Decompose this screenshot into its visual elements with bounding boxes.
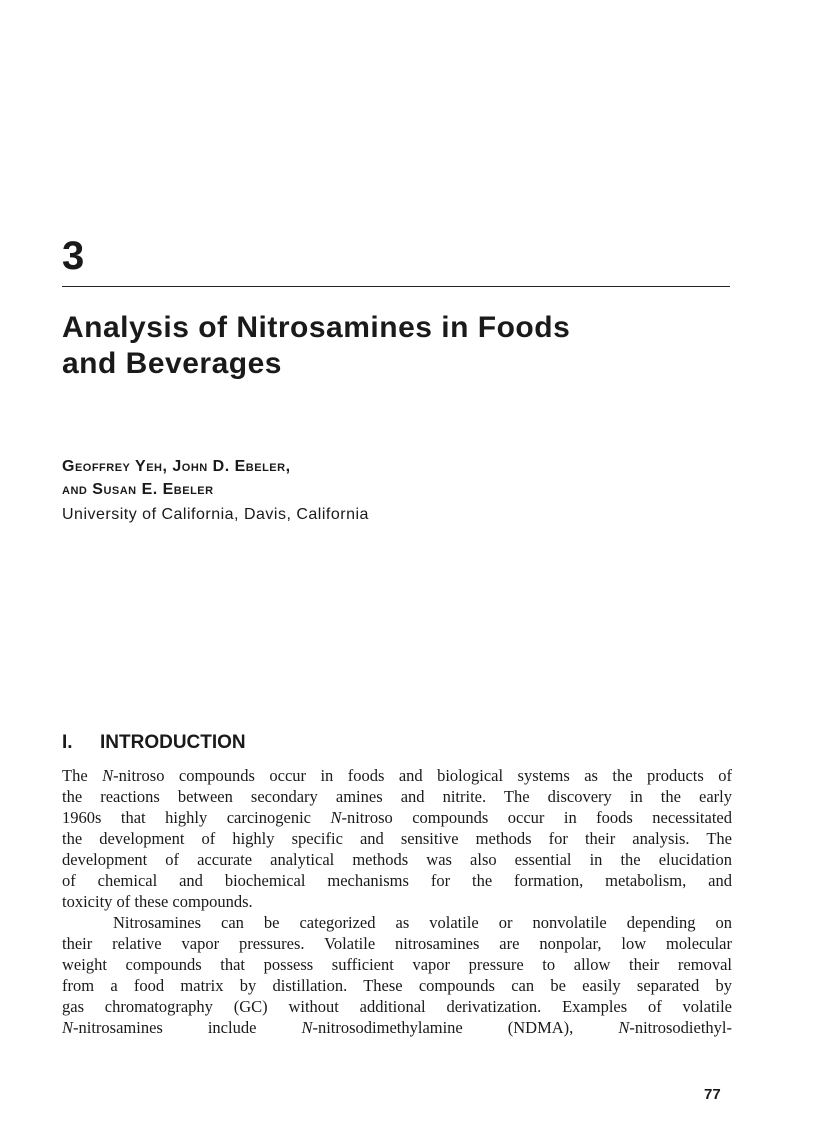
text-line: N-nitrosamines include N-nitrosodimethylamine (NDMA), N-nitrosodiethyl-: [62, 1018, 732, 1037]
text-line: of chemical and biochemical mechanisms for the formation, metabolism, and: [62, 871, 732, 890]
chapter-rule: [62, 286, 730, 287]
text-line: from a food matrix by distillation. These compounds can be easily separated by: [62, 976, 732, 995]
text-line: The N-nitroso compounds occur in foods and biological systems as the products of: [62, 766, 732, 785]
chapter-title-line: Analysis of Nitrosamines in Foods: [62, 311, 571, 344]
chapter-number: 3: [62, 234, 85, 278]
text-line: 1960s that highly carcinogenic N-nitroso compounds occur in foods necessitated: [62, 808, 732, 827]
text-line: gas chromatography (GC) without additional derivatization. Examples of volatile: [62, 997, 732, 1016]
section-number: I.: [62, 732, 73, 753]
author-affiliation: University of California, Davis, California: [62, 506, 369, 523]
author-line: Geoffrey Yeh, John D. Ebeler,: [62, 458, 291, 475]
author-list: [62, 455, 291, 501]
text-line: development of accurate analytical methods was also essential in the elucidation: [62, 850, 732, 869]
text-line: Nitrosamines can be categorized as volatile or nonvolatile depending on: [113, 913, 732, 932]
text-line: weight compounds that possess sufficient vapor pressure to allow their removal: [62, 955, 732, 974]
body-text: [62, 765, 732, 1038]
section-title: INTRODUCTION: [100, 732, 246, 753]
page-number: 77: [704, 1086, 721, 1103]
section-heading: [62, 731, 246, 755]
author-line: and Susan E. Ebeler: [62, 481, 214, 498]
text-line: toxicity of these compounds.: [62, 892, 253, 911]
chapter-title: [62, 310, 742, 382]
text-line: the reactions between secondary amines and nitrite. The discovery in the early: [62, 787, 732, 806]
text-line: the development of highly specific and sensitive methods for their analysis. The: [62, 829, 732, 848]
text-line: their relative vapor pressures. Volatile nitrosamines are nonpolar, low molecular: [62, 934, 732, 953]
chapter-title-line: and Beverages: [62, 347, 282, 380]
